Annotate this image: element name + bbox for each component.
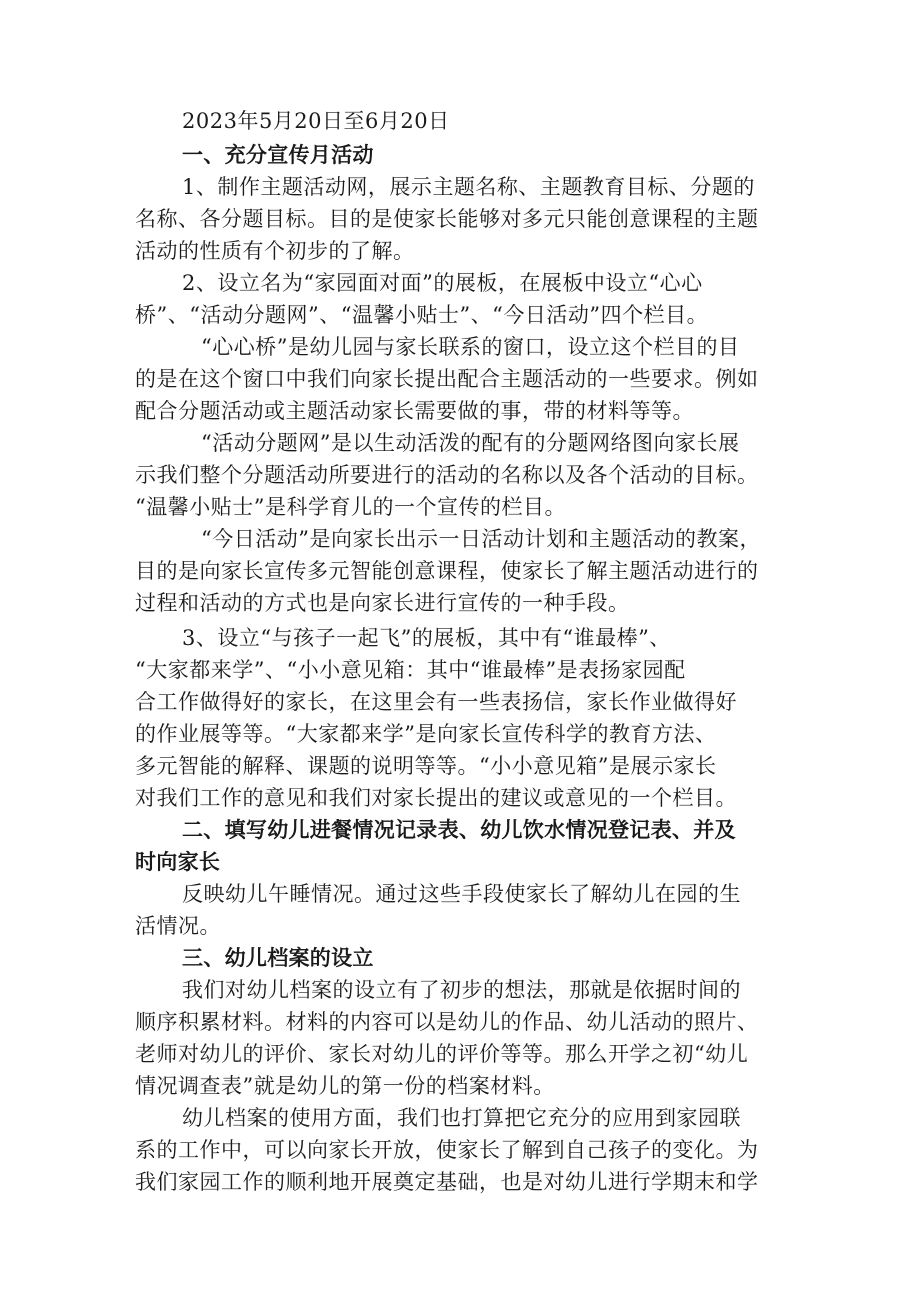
paragraph-line: 对我们工作的意见和我们对家长提出的建议或意见的一个栏目。 xyxy=(135,786,737,810)
paragraph-line: 桥”、“活动分题网”、“温馨小贴士”、“今日活动”四个栏目。 xyxy=(135,303,709,327)
paragraph-line: “今日活动”是向家长出示一日活动计划和主题活动的教案， xyxy=(201,527,761,551)
section-heading-1: 一、充分宣传月活动 xyxy=(182,143,374,167)
paragraph-line: 反映幼儿午睡情况。通过这些手段使家长了解幼儿在园的生 xyxy=(182,882,741,906)
paragraph-line: 的作业展等等。“大家都来学”是向家长宣传科学的教育方法、 xyxy=(135,722,717,746)
paragraph-line: 幼儿档案的使用方面，我们也打算把它充分的应用到家园联 xyxy=(182,1106,741,1130)
section-heading-2-cont: 时向家长 xyxy=(135,850,221,874)
date-line: 2023年5月20日至6月20日 xyxy=(182,109,450,133)
paragraph-line: 系的工作中，可以向家长开放，使家长了解到自己孩子的变化。为 xyxy=(135,1138,759,1162)
paragraph-line: 3、设立“与孩子一起飞”的展板，其中有“谁最棒”、 xyxy=(182,626,671,650)
paragraph-line: 的是在这个窗口中我们向家长提出配合主题活动的一些要求。例如 xyxy=(135,367,759,391)
paragraph-line: 1、制作主题活动网，展示主题名称、主题教育目标、分题的 xyxy=(182,175,755,199)
paragraph-line: 目的是向家长宣传多元智能创意课程，使家长了解主题活动进行的 xyxy=(135,559,759,583)
paragraph-line: 活情况。 xyxy=(135,914,221,938)
paragraph-line: 情况调查表”就是幼儿的第一份的档案材料。 xyxy=(135,1074,555,1098)
paragraph-line: 过程和活动的方式也是向家长进行宣传的一种手段。 xyxy=(135,591,630,615)
paragraph-line: 多元智能的解释、课题的说明等等。“小小意见箱”是展示家长 xyxy=(135,754,717,778)
paragraph-line: 我们对幼儿档案的设立有了初步的想法，那就是依据时间的 xyxy=(182,978,741,1002)
paragraph-line: 示我们整个分题活动所要进行的活动的名称以及各个活动的目标。 xyxy=(135,463,759,487)
paragraph-line: “温馨小贴士”是科学育儿的一个宣传的栏目。 xyxy=(135,495,566,519)
paragraph-line: 名称、各分题目标。目的是使家长能够对多元只能创意课程的主题 xyxy=(135,207,759,231)
paragraph-line: 合工作做得好的家长，在这里会有一些表扬信，家长作业做得好 xyxy=(135,690,737,714)
paragraph-line: 我们家园工作的顺利地开展奠定基础，也是对幼儿进行学期末和学 xyxy=(135,1170,759,1194)
paragraph-line: “活动分题网”是以生动活泼的配有的分题网络图向家长展 xyxy=(201,431,740,455)
section-heading-3: 三、幼儿档案的设立 xyxy=(182,946,374,970)
paragraph-line: “心心桥”是幼儿园与家长联系的窗口，设立这个栏目的目 xyxy=(201,335,740,359)
section-heading-2: 二、填写幼儿进餐情况记录表、幼儿饮水情况登记表、并及 xyxy=(182,818,736,842)
paragraph-line: 配合分题活动或主题活动家长需要做的事，带的材料等等。 xyxy=(135,399,694,423)
paragraph-line: “大家都来学”、“小小意见箱：其中“谁最棒”是表扬家园配 xyxy=(135,658,686,682)
paragraph-line: 老师对幼儿的评价、家长对幼儿的评价等等。那么开学之初“幼儿 xyxy=(135,1042,749,1066)
paragraph-line: 活动的性质有个初步的了解。 xyxy=(135,239,415,263)
paragraph-line: 顺序积累材料。材料的内容可以是幼儿的作品、幼儿活动的照片、 xyxy=(135,1010,759,1034)
paragraph-line: 2、设立名为“家园面对面”的展板，在展板中设立“心心 xyxy=(182,271,703,295)
